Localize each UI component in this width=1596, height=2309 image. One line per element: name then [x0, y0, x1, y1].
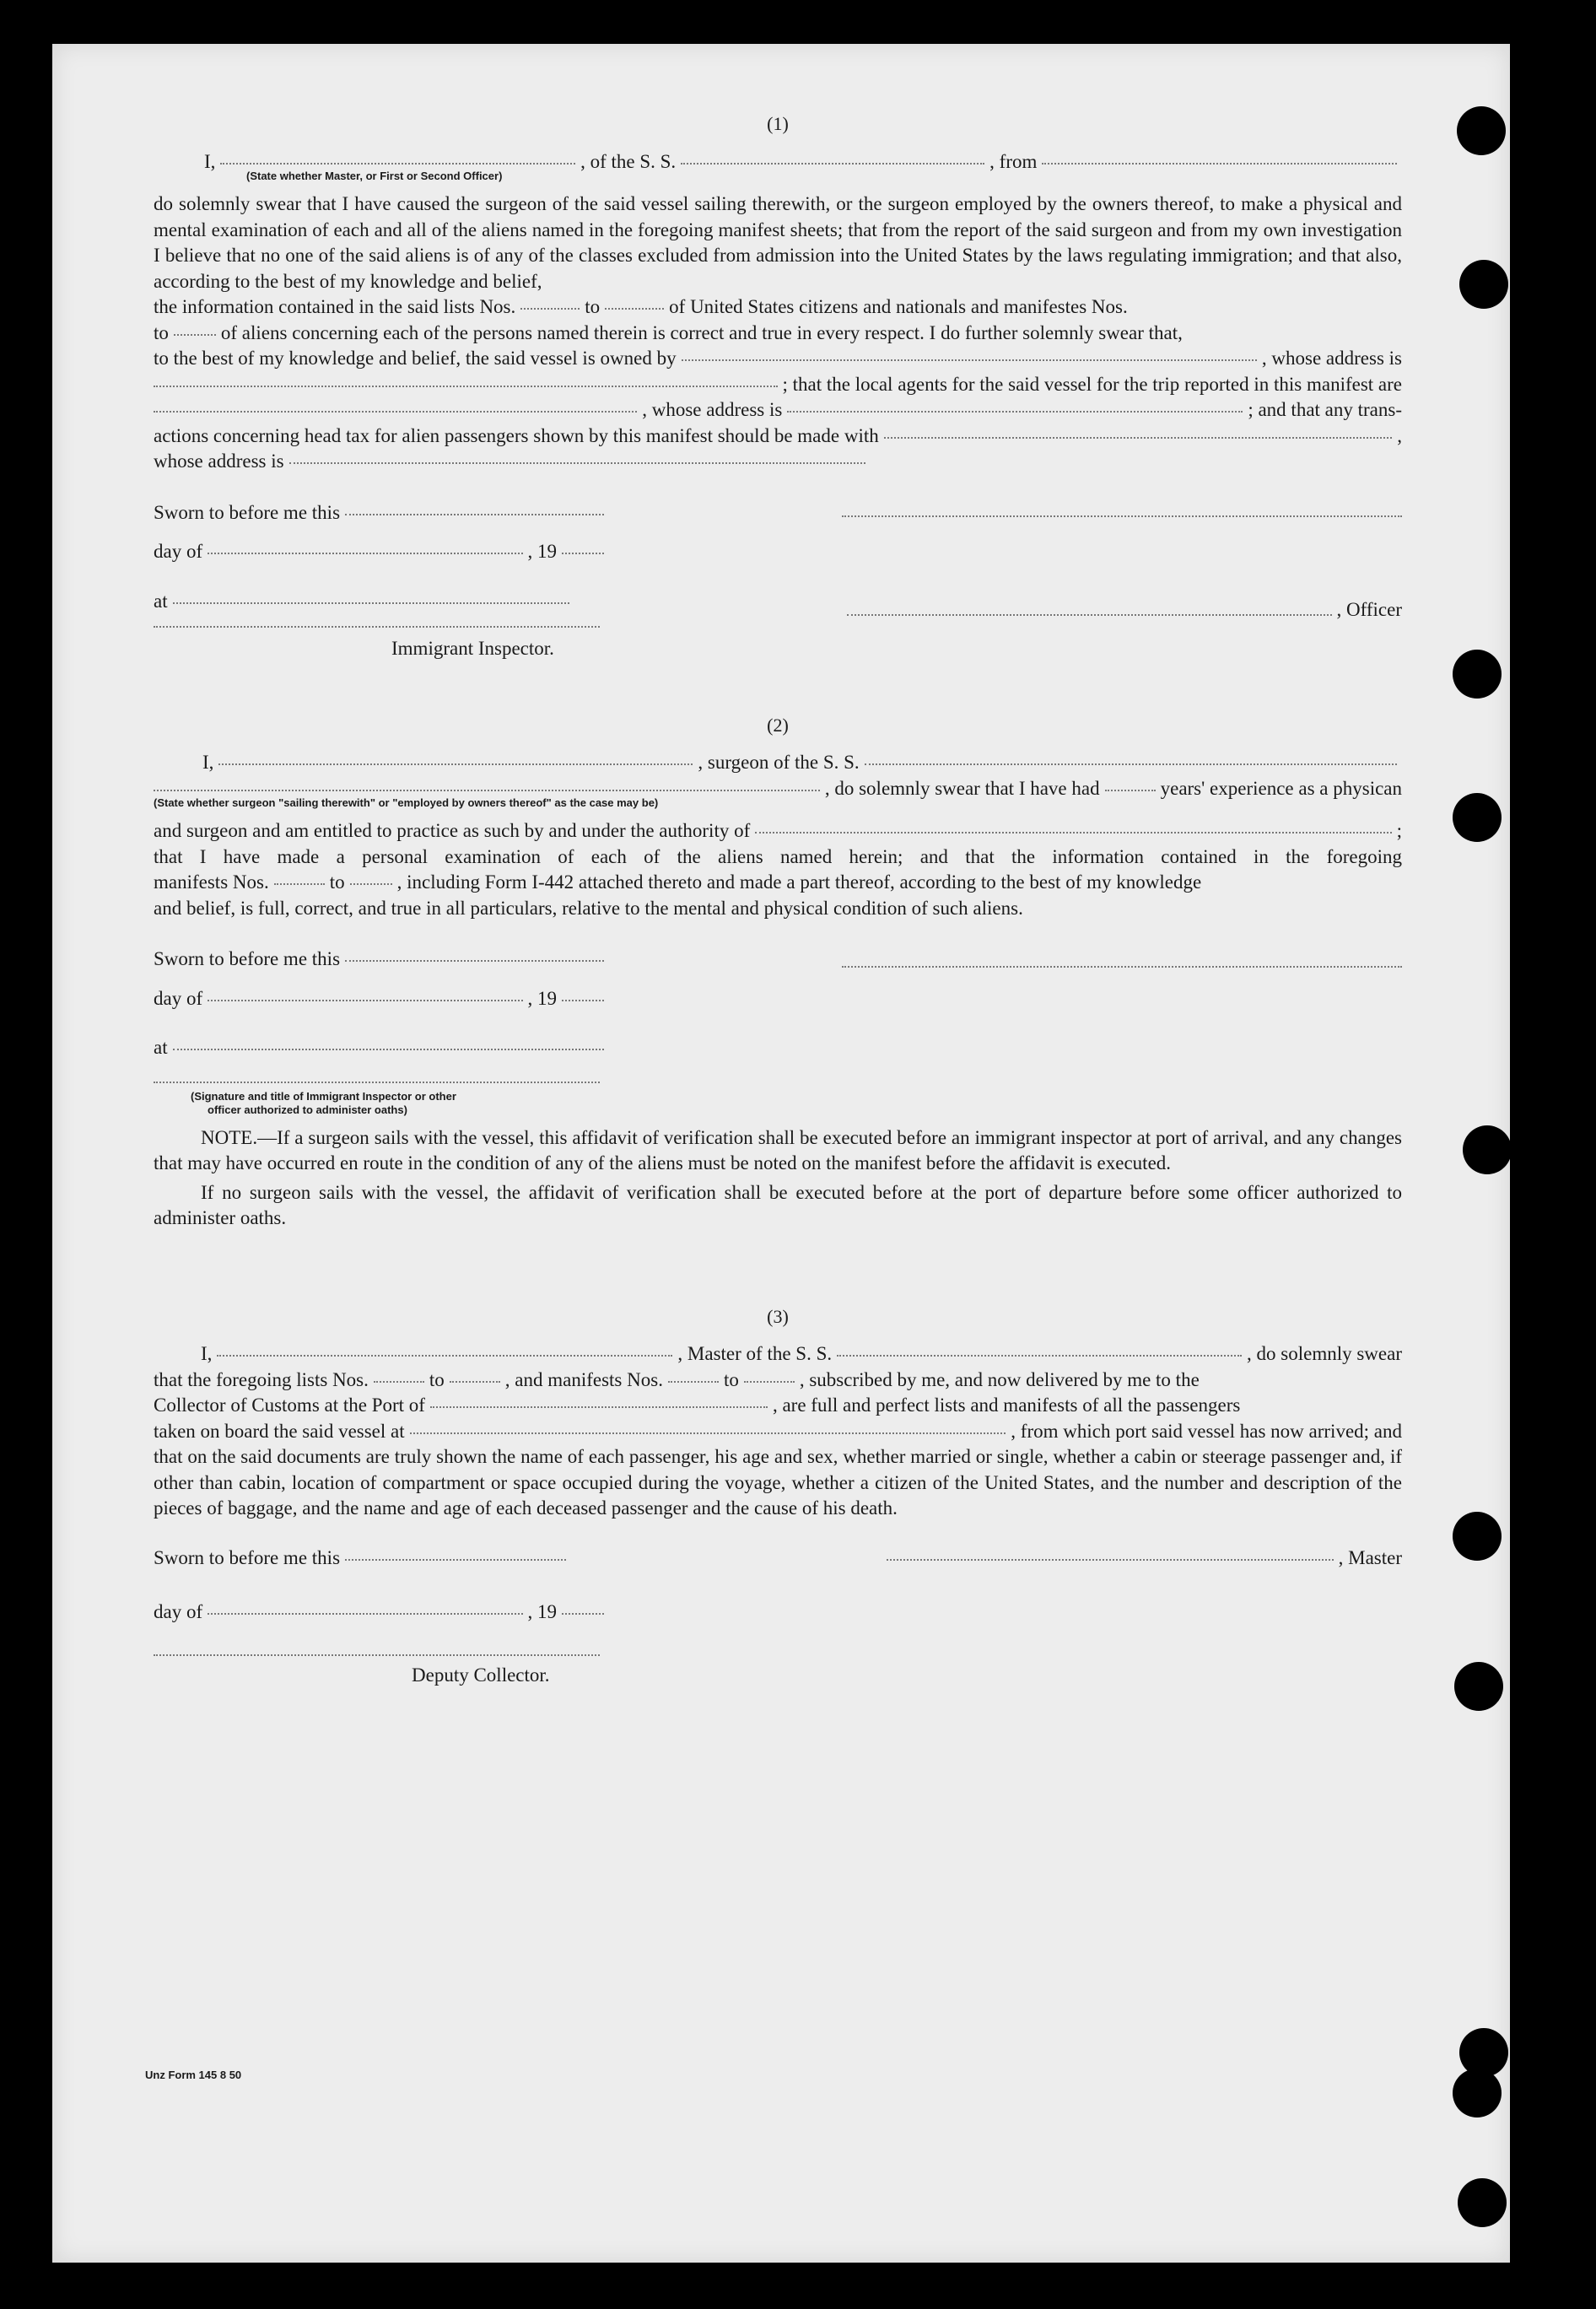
trans-label: ; and that any trans- — [1248, 399, 1402, 420]
head-tax-address-field[interactable] — [289, 462, 865, 464]
surgeon-vessel-field[interactable] — [865, 763, 1397, 765]
comma: , — [1397, 424, 1402, 446]
sworn-day-field[interactable] — [345, 960, 604, 962]
officer-note: (State whether Master, or First or Second Officer) — [246, 170, 503, 182]
manifests-to-field[interactable] — [350, 883, 392, 885]
inspector-caption: Immigrant Inspector. — [391, 638, 554, 659]
deputy-caption: Deputy Collector. — [412, 1664, 550, 1686]
signature-note-1: (Signature and title of Immigrant Inspector or other — [191, 1089, 456, 1103]
month-field[interactable] — [208, 553, 522, 554]
local-agents-label: ; that the local agents for the said vessel for the trip reported in this manifest are — [782, 373, 1402, 395]
surgeon-name-field[interactable] — [218, 763, 693, 765]
officer-field[interactable] — [847, 614, 1332, 616]
year-field[interactable] — [562, 1613, 604, 1615]
manifests-label: manifests Nos. — [154, 871, 269, 893]
taken-label: taken on board the said vessel at — [154, 1420, 405, 1442]
day-of-label: day of — [154, 987, 203, 1009]
signature-note-2: officer authorized to administer oaths) — [208, 1103, 407, 1116]
including-label: , including Form I-442 attached thereto and made a part thereof, according to the best of my knowledge — [396, 871, 1202, 893]
at-field[interactable] — [173, 602, 569, 604]
punch-hole — [1453, 1512, 1502, 1561]
from-port-label: , from which port said vessel has now arrived; and — [1011, 1420, 1402, 1442]
year-field[interactable] — [562, 553, 604, 554]
day-of-label: day of — [154, 1601, 203, 1622]
section-3-para: that on the said documents are truly shown the name of each passenger, his age and sex, whether married or single, whether a cabin or steerage passenger and, if other than cabin, location of compartment or space occupied during the voyage, whether a citizen of the United States, and the number and description of the pieces of baggage, and the name and age of each deceased passenger and the cause of his death. — [154, 1446, 1402, 1519]
form-id: Unz Form 145 8 50 — [145, 2069, 242, 2081]
lists-to-label: to — [585, 296, 601, 317]
punch-hole — [1453, 650, 1502, 699]
year-label: , 19 — [527, 541, 557, 562]
whose-address-label: , whose address is — [1261, 348, 1402, 369]
surgeon-note: (State whether surgeon "sailing therewith" or "employed by owners thereof" as the case may be) — [154, 796, 659, 809]
inspector-signature-field[interactable] — [154, 626, 600, 628]
sworn-day-field[interactable] — [345, 514, 604, 515]
section-2-number: (2) — [767, 714, 789, 736]
of-ss-label: , of the S. S. — [580, 150, 677, 172]
full-lists-label: , are full and perfect lists and manifests of all the passengers — [772, 1395, 1241, 1416]
foregoing-label: that the foregoing lists Nos. — [154, 1368, 369, 1390]
head-tax-label: actions concerning head tax for alien passengers shown by this manifest should be made with — [154, 424, 879, 446]
agent-address-label: , whose address is — [642, 399, 783, 420]
manifests-to-field[interactable] — [174, 334, 216, 336]
sworn-label: Sworn to before me this — [154, 948, 341, 969]
at-label: at — [154, 1037, 168, 1058]
from-port-field[interactable] — [1042, 163, 1397, 165]
lists-from-field[interactable] — [520, 308, 580, 310]
lists-label: the information contained in the said lists Nos. — [154, 296, 516, 317]
authority-field[interactable] — [755, 832, 1391, 834]
collector-label: Collector of Customs at the Port of — [154, 1395, 425, 1416]
manifests-label: , and manifests Nos. — [504, 1368, 663, 1390]
to-label-2: to — [723, 1368, 739, 1390]
master-signature-field[interactable] — [887, 1559, 1334, 1561]
punch-hole — [1453, 2069, 1502, 2117]
month-field[interactable] — [208, 1613, 522, 1615]
lists-to-field[interactable] — [450, 1381, 500, 1383]
section-3-number: (3) — [767, 1305, 789, 1327]
year-label: , 19 — [527, 1601, 557, 1622]
year-label: , 19 — [527, 987, 557, 1009]
swear-had-label: , do solemnly swear that I have had — [824, 777, 1100, 799]
master-of-label: , Master of the S. S. — [677, 1343, 833, 1364]
vessel-name-field[interactable] — [681, 163, 984, 165]
manifests-label: of United States citizens and nationals and manifestes Nos. — [669, 296, 1128, 317]
punch-hole — [1463, 1125, 1512, 1174]
officer-signature-field[interactable] — [842, 515, 1402, 517]
owned-by-label: to the best of my knowledge and belief, the said vessel is owned by — [154, 348, 677, 369]
head-tax-field[interactable] — [884, 437, 1393, 439]
years-exp-label: years' experience as a physican — [1160, 777, 1402, 799]
subscribed-label: , subscribed by me, and now delivered by me to the — [799, 1368, 1200, 1390]
at-field[interactable] — [173, 1049, 604, 1050]
deputy-signature-field[interactable] — [154, 1654, 600, 1656]
to-label: to — [329, 871, 345, 893]
month-field[interactable] — [208, 1000, 522, 1001]
agent-address-field[interactable] — [787, 411, 1243, 413]
punch-hole — [1459, 260, 1508, 309]
year-field[interactable] — [562, 1000, 604, 1001]
years-field[interactable] — [1105, 790, 1156, 791]
master-label: , Master — [1338, 1546, 1402, 1568]
from-label: , from — [989, 150, 1038, 172]
punch-hole — [1457, 106, 1506, 155]
manifests-from-field[interactable] — [274, 883, 325, 885]
head-tax-address-label: whose address is — [154, 450, 284, 472]
lists-to-field[interactable] — [605, 308, 664, 310]
master-name-field[interactable] — [217, 1355, 672, 1357]
i-label: I, — [201, 1343, 213, 1364]
owner-address-field[interactable] — [154, 386, 778, 387]
sworn-label: Sworn to before me this — [154, 1546, 341, 1568]
section-1-para-b: of aliens concerning each of the persons named therein is correct and true in every respect. I do further solemnly swear that, — [220, 321, 1183, 343]
sworn-day-field[interactable] — [345, 1559, 566, 1561]
belief-text: and belief, is full, correct, and true in all particulars, relative to the mental and physical condition of such aliens. — [154, 897, 1023, 919]
entitled-label: and surgeon and am entitled to practice as such by and under the authority of — [154, 820, 751, 841]
punch-hole — [1453, 793, 1502, 842]
officer-label: , Officer — [1336, 598, 1402, 620]
semicolon: ; — [1396, 820, 1402, 841]
section-1-number: (1) — [767, 113, 789, 134]
manifests-from-field[interactable] — [668, 1381, 719, 1383]
local-agents-field[interactable] — [154, 411, 637, 413]
departure-port-field[interactable] — [410, 1432, 1006, 1434]
port-field[interactable] — [430, 1406, 768, 1408]
manifests-to-field[interactable] — [744, 1381, 795, 1383]
surgeon-status-field[interactable] — [154, 790, 820, 791]
sworn-label: Sworn to before me this — [154, 501, 341, 523]
surgeon-signature-field[interactable] — [842, 966, 1402, 968]
inspector-signature-field[interactable] — [154, 1082, 600, 1083]
i-label: I, — [202, 752, 214, 773]
note-2: If no surgeon sails with the vessel, the affidavit of verification shall be executed before at the port of departure before some officer authorized to administer oaths. — [154, 1181, 1402, 1228]
i-label: I, — [204, 150, 216, 172]
form-sheet — [52, 44, 1510, 2263]
lists-from-field[interactable] — [374, 1381, 424, 1383]
to-label: to — [429, 1368, 445, 1390]
section-2-para: that I have made a personal examination of each of the aliens named herein; and that the information contained in the foregoing — [154, 845, 1402, 867]
officer-name-field[interactable] — [220, 163, 575, 165]
at-label: at — [154, 590, 168, 612]
owner-field[interactable] — [682, 359, 1257, 361]
section-1-para-a: do solemnly swear that I have caused the surgeon of the said vessel sailing therewith, or the surgeon employed by the owners thereof, to make a physical and mental examination of each and all of the aliens named in the foregoing manifest sheets; that from the report of the said surgeon and from my own investigation I believe that no one of the said aliens is of any of the classes excluded from admission into the United States by the laws regulating immigration; and that also, according to the best of my knowledge and belief, — [154, 193, 1402, 292]
note-1: NOTE.—If a surgeon sails with the vessel, this affidavit of verification shall be executed before an immigrant inspector at port of arrival, and any changes that may have occurred en route in the condition of any of the aliens must be noted on the manifest before the affidavit is executed. — [154, 1126, 1402, 1173]
master-vessel-field[interactable] — [837, 1355, 1242, 1357]
punch-hole — [1458, 2178, 1507, 2227]
form-content — [154, 111, 1402, 1688]
surgeon-of-label: , surgeon of the S. S. — [698, 752, 860, 773]
swear-label: , do solemnly swear — [1247, 1343, 1402, 1364]
punch-hole — [1454, 1662, 1503, 1711]
day-of-label: day of — [154, 541, 203, 562]
to-label: to — [154, 321, 169, 343]
